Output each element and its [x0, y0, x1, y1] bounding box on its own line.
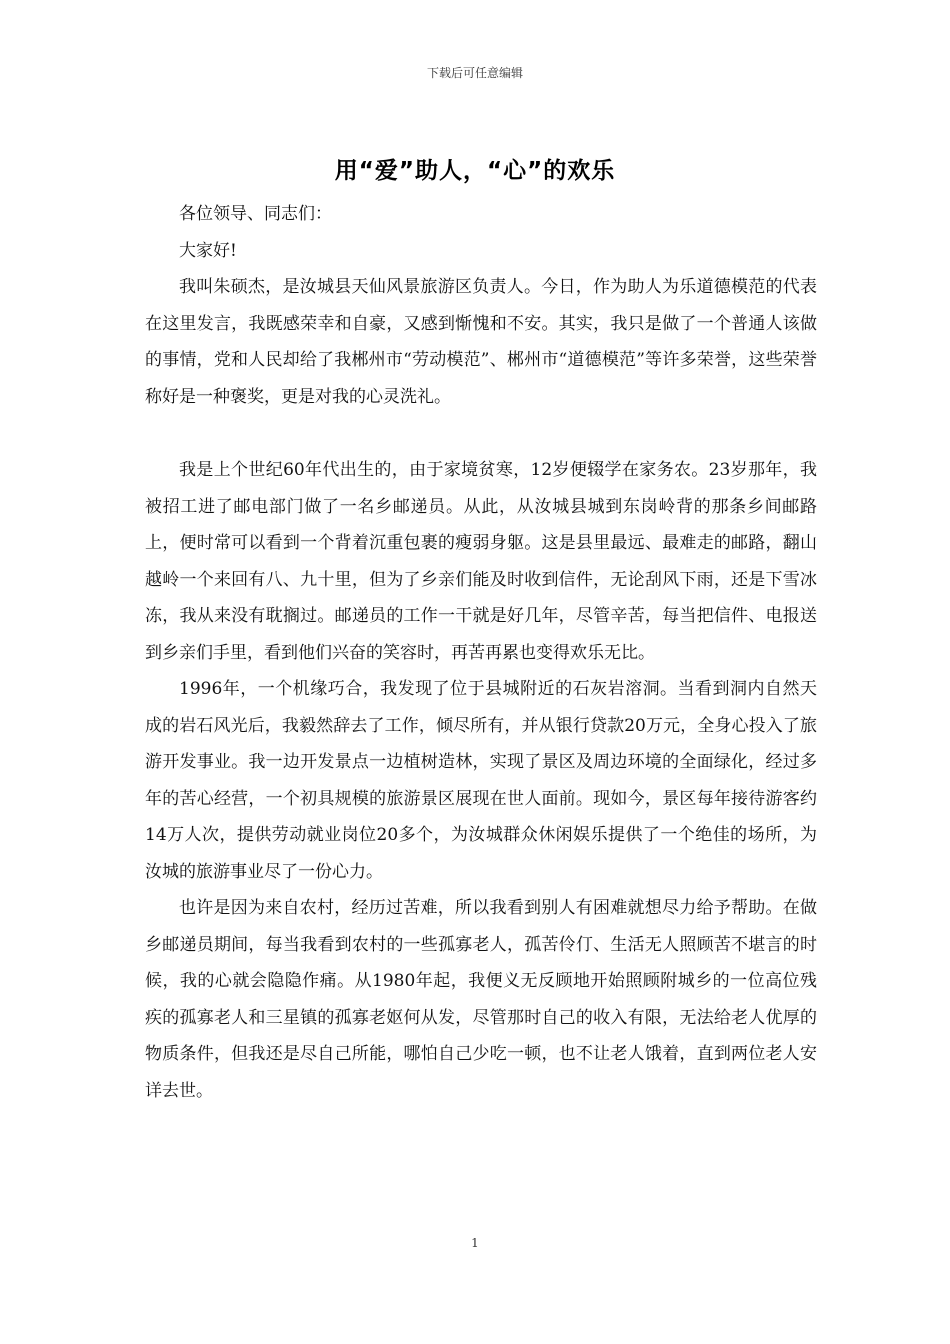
paragraph-1: 我叫朱硕杰，是汝城县天仙风景旅游区负责人。今日，作为助人为乐道德模范的代表在这里发言，我既感荣幸和自豪，又感到惭愧和不安。其实，我只是做了一个普通人该做的事情，党和人民却给了我郴州市“劳动模范”、郴州市“道德模范”等许多荣誉，这些荣誉称好是一种褒奖，更是对我的心灵洗礼。 [145, 277, 817, 407]
greeting: 大家好! [179, 240, 237, 261]
salutation: 各位领导、同志们： [179, 204, 332, 224]
paragraph-2: 我是上个世纪60年代出生的，由于家境贫寒，12岁便辍学在家务农。23岁那年，我被招工进了邮电部门做了一名乡邮递员。从此，从汝城县城到东岗岭背的那条乡间邮路上，便时常可以看到一个背着沉重包裹的瘦弱身躯。这是县里最远、最难走的邮路，翻山越岭一个来回有八、九十里，但为了乡亲们能及时收到信件，无论刮风下雨，还是下雪冰冻，我从来没有耽搁过。邮递员的工作一干就是好几年，尽管辛苦，每当把信件、电报送到乡亲们手里，看到他们兴奋的笑容时，再苦再累也变得欢乐无比。 [145, 460, 817, 663]
document-body [145, 196, 817, 1109]
paragraph-4: 也许是因为来自农村，经历过苦难，所以我看到别人有困难就想尽力给予帮助。在做乡邮递员期间，每当我看到农村的一些孤寡老人，孤苦伶仃、生活无人照顾苦不堪言的时候，我的心就会隐隐作痛。从1980年起，我便义无反顾地开始照顾附城乡的一位高位残疾的孤寡老人和三星镇的孤寡老妪何从发，尽管那时自己的收入有限，无法给老人优厚的物质条件，但我还是尽自己所能，哪怕自己少吃一顿，也不让老人饿着，直到两位老人安详去世。 [145, 898, 817, 1101]
page-number: 1 [471, 1236, 479, 1250]
document-title: 用“爱”助人，“心”的欢乐 [334, 158, 616, 184]
paragraph-3: 1996年，一个机缘巧合，我发现了位于县城附近的石灰岩溶洞。当看到洞内自然天成的岩石风光后，我毅然辞去了工作，倾尽所有，并从银行贷款20万元，全身心投入了旅游开发事业。我一边开发景点一边植树造林，实现了景区及周边环境的全面绿化，经过多年的苦心经营，一个初具规模的旅游景区展现在世人面前。现如今，景区每年接待游客约14万人次，提供劳动就业岗位20多个，为汝城群众休闲娱乐提供了一个绝佳的场所，为汝城的旅游事业尽了一份心力。 [145, 679, 817, 882]
page-header-note: 下载后可任意编辑 [426, 66, 523, 80]
